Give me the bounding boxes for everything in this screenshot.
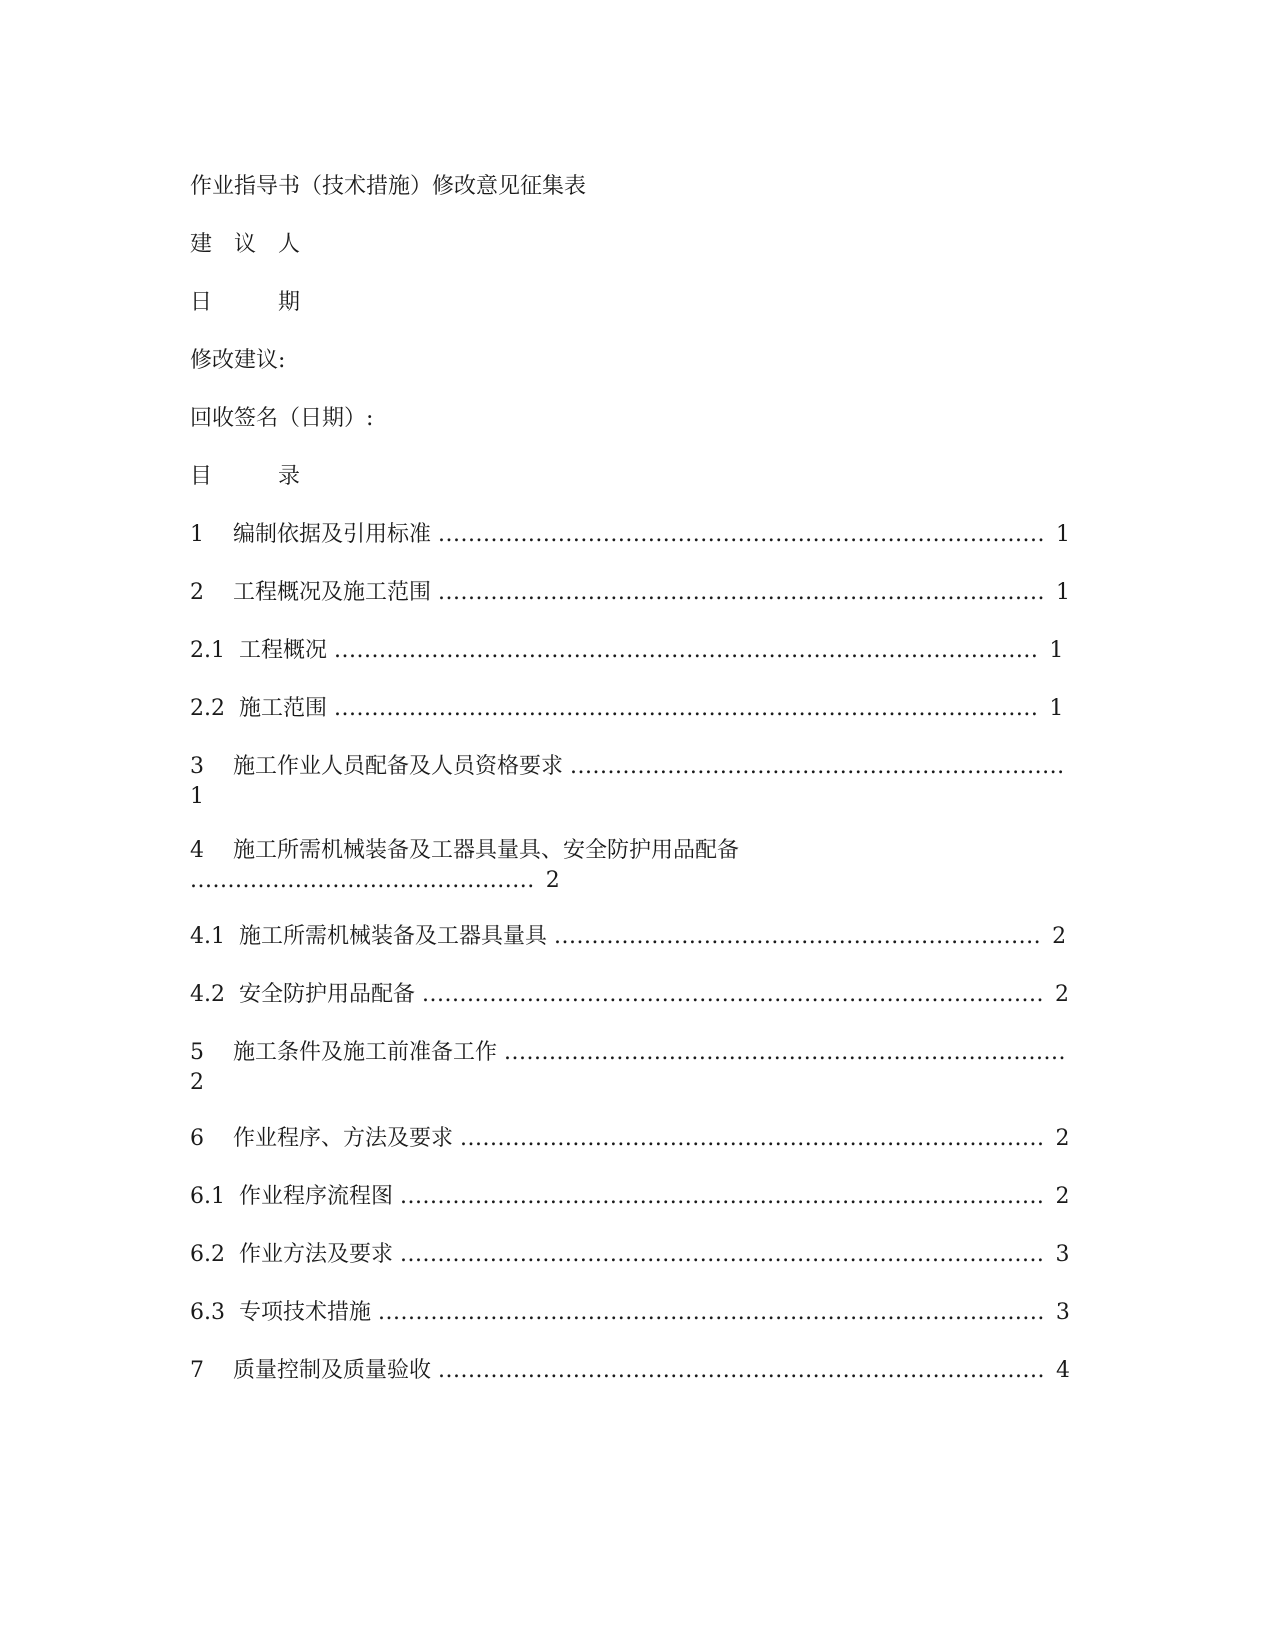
toc-entry[interactable]	[190, 1298, 1070, 1328]
toc-entry[interactable]	[190, 636, 1063, 666]
toc-entry-number: 2	[190, 580, 204, 605]
form-title: 作业指导书（技术措施）修改意见征集表	[190, 174, 587, 199]
toc-entry-title: 编制依据及引用标准	[233, 522, 432, 547]
toc-entry-page: 2	[1054, 982, 1069, 1007]
toc-entry-wrapped	[190, 866, 560, 896]
toc-entry[interactable]	[190, 694, 1063, 724]
toc-entry-number: 7	[190, 1358, 204, 1383]
toc-entry[interactable]	[190, 1240, 1069, 1270]
toc-entry-page: 1	[1049, 638, 1064, 663]
toc-entry[interactable]	[190, 836, 739, 866]
toc-entry-page: 2	[1052, 924, 1067, 949]
toc-leader-dots: ..............................................................................................	[334, 638, 1039, 663]
toc-entry-page-wrapped: 1	[190, 784, 204, 809]
toc-leader-dots: .................................................................	[554, 924, 1042, 949]
toc-entry-number: 5	[190, 1040, 204, 1065]
toc-entry-page: 4	[1055, 1358, 1070, 1383]
toc-entry-page: 2	[1055, 1126, 1070, 1151]
toc-entry[interactable]	[190, 1356, 1070, 1386]
toc-entry-number: 1	[190, 522, 204, 547]
toc-leader-dots: .................................................................................	[438, 1358, 1045, 1383]
toc-entry-number: 6.2	[190, 1242, 225, 1267]
toc-entry[interactable]	[190, 1124, 1069, 1154]
toc-entry-number: 6.3	[190, 1300, 225, 1325]
toc-entry-page: 1	[1055, 522, 1070, 547]
toc-leader-dots: ......................................................................................	[400, 1242, 1045, 1267]
toc-entry[interactable]	[190, 980, 1069, 1010]
toc-leader-dots: .................................................................................	[438, 580, 1045, 605]
toc-leader-dots: ..............................................................................................	[334, 696, 1039, 721]
toc-entry-title: 施工作业人员配备及人员资格要求	[233, 754, 564, 779]
toc-entry-number: 6	[190, 1126, 204, 1151]
toc-leader-dots: ...........................................................................	[504, 1040, 1067, 1065]
toc-entry-title: 施工所需机械装备及工器具量具	[239, 924, 548, 949]
toc-leader-dots: ......................................................................................	[400, 1184, 1045, 1209]
toc-entry-title: 施工范围	[239, 696, 328, 721]
toc-entry-page: 2	[1055, 1184, 1070, 1209]
toc-entry-title: 作业程序、方法及要求	[233, 1126, 454, 1151]
toc-entry[interactable]	[190, 752, 1065, 782]
toc-entry-number: 2.1	[190, 638, 225, 663]
toc-entry-page: 1	[1055, 580, 1070, 605]
toc-entry-page: 3	[1055, 1242, 1070, 1267]
date-label: 日 期	[190, 290, 301, 315]
toc-entry-page: 2	[545, 868, 560, 893]
toc-leader-dots: .........................................................................................	[378, 1300, 1045, 1325]
toc-entry[interactable]	[190, 520, 1070, 550]
toc-entry-title: 施工所需机械装备及工器具量具、安全防护用品配备	[233, 838, 740, 863]
toc-leader-dots: .................................................................................	[438, 522, 1045, 547]
toc-entry[interactable]	[190, 1182, 1069, 1212]
toc-entry-title: 作业程序流程图	[239, 1184, 394, 1209]
toc-entry-number: 4.1	[190, 924, 225, 949]
toc-leader-dots: ..............................................	[190, 868, 535, 893]
toc-entry-title: 施工条件及施工前准备工作	[233, 1040, 498, 1065]
toc-entry-number: 4.2	[190, 982, 225, 1007]
toc-heading: 目 录	[190, 464, 301, 489]
toc-entry-title: 安全防护用品配备	[239, 982, 416, 1007]
toc-entry-title: 工程概况及施工范围	[233, 580, 432, 605]
toc-entry-number: 4	[190, 838, 204, 863]
toc-entry-number: 3	[190, 754, 204, 779]
toc-leader-dots: ..................................................................	[570, 754, 1065, 779]
suggestion-label: 修改建议:	[190, 348, 286, 373]
toc-entry-page-wrapped: 2	[190, 1070, 204, 1095]
suggester-label: 建 议 人	[190, 232, 301, 257]
toc-entry[interactable]	[190, 578, 1070, 608]
toc-leader-dots: ..............................................................................	[460, 1126, 1045, 1151]
toc-entry-title: 作业方法及要求	[239, 1242, 394, 1267]
toc-entry-title: 专项技术措施	[239, 1300, 372, 1325]
toc-entry[interactable]	[190, 1038, 1066, 1068]
toc-entry[interactable]	[190, 922, 1066, 952]
toc-entry-number: 6.1	[190, 1184, 225, 1209]
toc-leader-dots: ...................................................................................	[422, 982, 1044, 1007]
signoff-label: 回收签名（日期）:	[190, 406, 374, 431]
toc-entry-number: 2.2	[190, 696, 225, 721]
toc-entry-title: 质量控制及质量验收	[233, 1358, 432, 1383]
toc-entry-title: 工程概况	[239, 638, 328, 663]
toc-entry-page: 1	[1049, 696, 1064, 721]
toc-entry-page: 3	[1055, 1300, 1070, 1325]
